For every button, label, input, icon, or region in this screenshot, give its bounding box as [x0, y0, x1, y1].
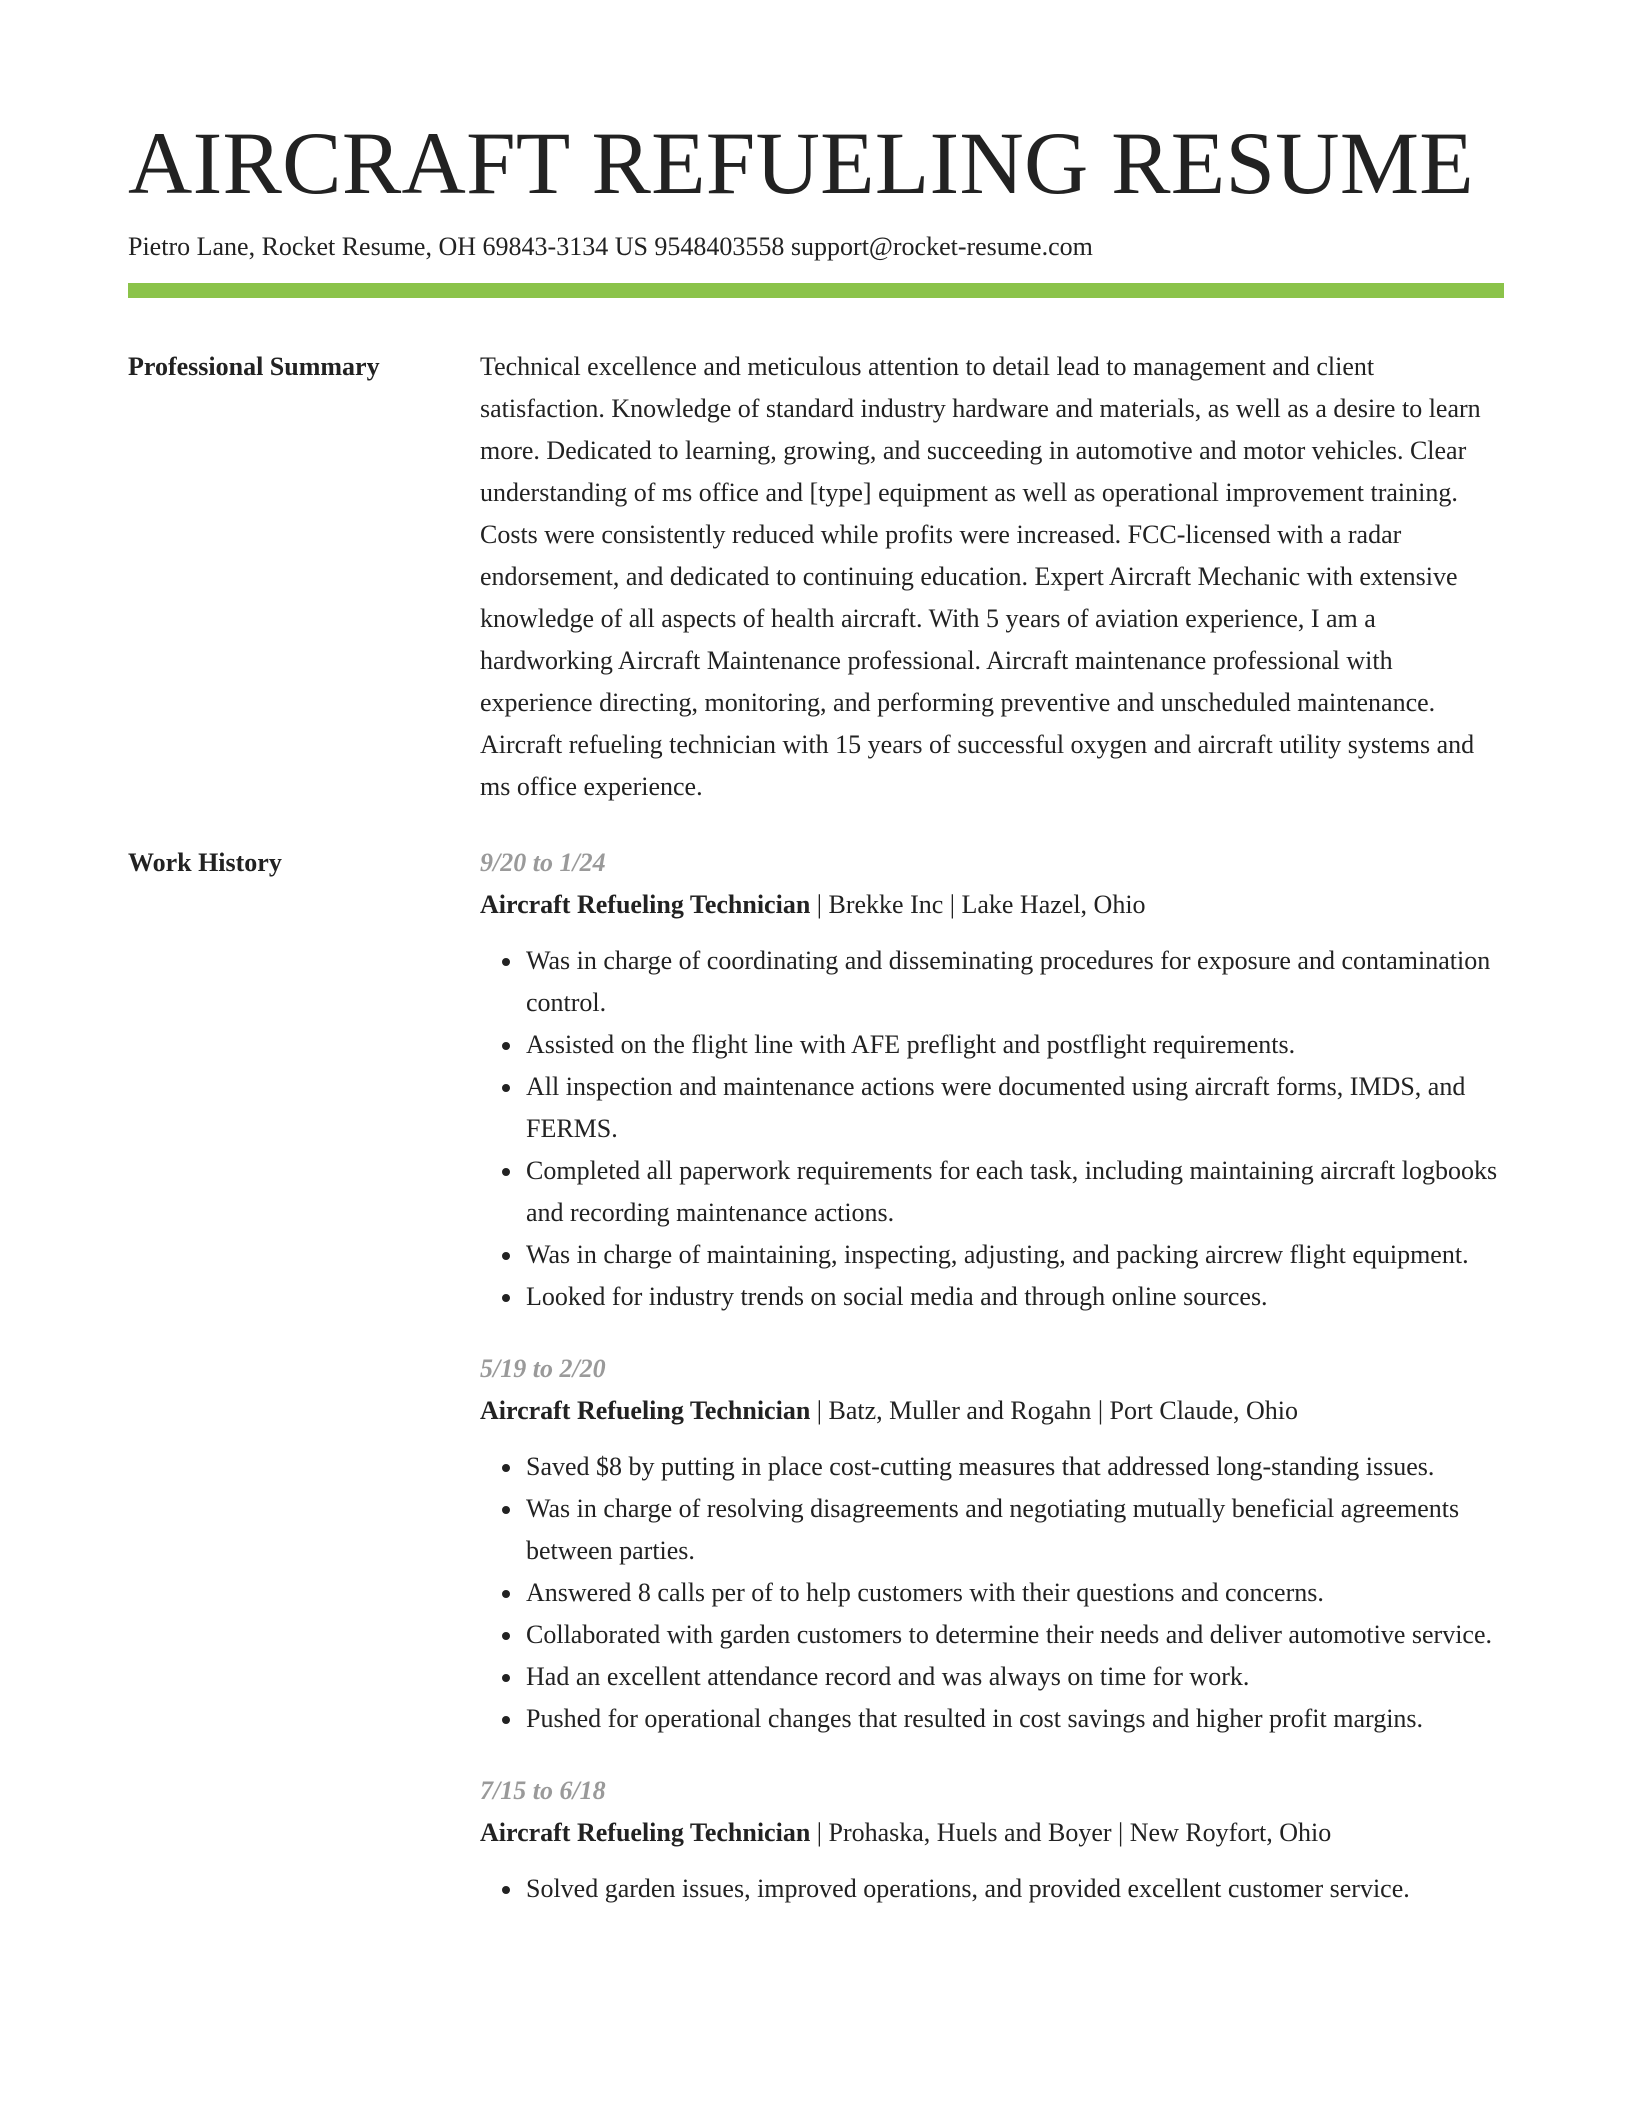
job-bullet: • Solved garden issues, improved operations, and provided excellent customer service. — [524, 1868, 1504, 1910]
job-bullet: • Was in charge of resolving disagreements and negotiating mutually beneficial agreements between parties. — [524, 1488, 1504, 1572]
work-history-body — [480, 842, 1504, 1940]
job-dates: 7/15 to 6/18 — [480, 1775, 606, 1805]
contact-info: Pietro Lane, Rocket Resume, OH 69843-3134 US 9548403558 support@rocket-resume.com — [128, 231, 1093, 261]
summary-text: Technical excellence and meticulous attention to detail lead to management and client satisfaction. Knowledge of standard industry hardware and materials, as well as a desire to learn more. Dedicated to learning, growing, and succeeding in automotive and motor vehicles. Clear understanding of ms office and [type] equipment as well as operational improvement training. Costs were consistently reduced while profits were increased. FCC-licensed with a radar endorsement, and dedicated to continuing education. Expert Aircraft Mechanic with extensive knowledge of all aspects of health aircraft. With 5 years of aviation experience, I am a hardworking Aircraft Maintenance professional. Aircraft maintenance professional with experience directing, monitoring, and performing preventive and unscheduled maintenance. Aircraft refueling technician with 15 years of successful oxygen and aircraft utility systems and ms office experience. — [480, 351, 1481, 801]
job-bullet: • Completed all paperwork requirements for each task, including maintaining aircraft logbooks and recording maintenance actions. — [524, 1150, 1504, 1234]
summary-body — [480, 346, 1504, 808]
job-bullets — [480, 940, 1504, 1318]
job-title: Aircraft Refueling Technician — [480, 1395, 811, 1425]
job-heading — [480, 884, 1504, 926]
job-bullet: • Was in charge of maintaining, inspecting, adjusting, and packing aircrew flight equipment. — [524, 1234, 1504, 1276]
job-title: Aircraft Refueling Technician — [480, 889, 811, 919]
job-heading — [480, 1390, 1504, 1432]
header-divider — [128, 283, 1504, 298]
job-title: Aircraft Refueling Technician — [480, 1817, 811, 1847]
job-dates: 5/19 to 2/20 — [480, 1353, 606, 1383]
job-dates: 9/20 to 1/24 — [480, 847, 606, 877]
job-bullet: • Collaborated with garden customers to determine their needs and deliver automotive service. — [524, 1614, 1504, 1656]
job-bullets — [480, 1446, 1504, 1740]
job-heading — [480, 1812, 1504, 1854]
job-entry — [480, 1770, 1504, 1910]
job-bullet: • Looked for industry trends on social media and through online sources. — [524, 1276, 1504, 1318]
job-details: | Brekke Inc | Lake Hazel, Ohio — [810, 889, 1146, 919]
job-bullet: • Pushed for operational changes that resulted in cost savings and higher profit margins. — [524, 1698, 1504, 1740]
job-bullet: • Answered 8 calls per of to help customers with their questions and concerns. — [524, 1572, 1504, 1614]
job-bullet: • Assisted on the flight line with AFE preflight and postflight requirements. — [524, 1024, 1504, 1066]
job-bullets — [480, 1868, 1504, 1910]
job-details: | Prohaska, Huels and Boyer | New Royfort, Ohio — [810, 1817, 1332, 1847]
job-entry — [480, 842, 1504, 1318]
job-bullet: • Had an excellent attendance record and was always on time for work. — [524, 1656, 1504, 1698]
work-history-section — [128, 842, 1504, 1940]
job-details: | Batz, Muller and Rogahn | Port Claude, Ohio — [810, 1395, 1299, 1425]
summary-heading: Professional Summary — [128, 351, 380, 381]
job-bullet: • Was in charge of coordinating and disseminating procedures for exposure and contamination control. — [524, 940, 1504, 1024]
job-bullet: • All inspection and maintenance actions were documented using aircraft forms, IMDS, and FERMS. — [524, 1066, 1504, 1150]
job-entry — [480, 1348, 1504, 1740]
resume-title: AIRCRAFT REFUELING RESUME — [128, 115, 1474, 213]
job-bullet: • Saved $8 by putting in place cost-cutting measures that addressed long-standing issues. — [524, 1446, 1504, 1488]
summary-section — [128, 346, 1504, 808]
work-history-heading: Work History — [128, 847, 282, 877]
